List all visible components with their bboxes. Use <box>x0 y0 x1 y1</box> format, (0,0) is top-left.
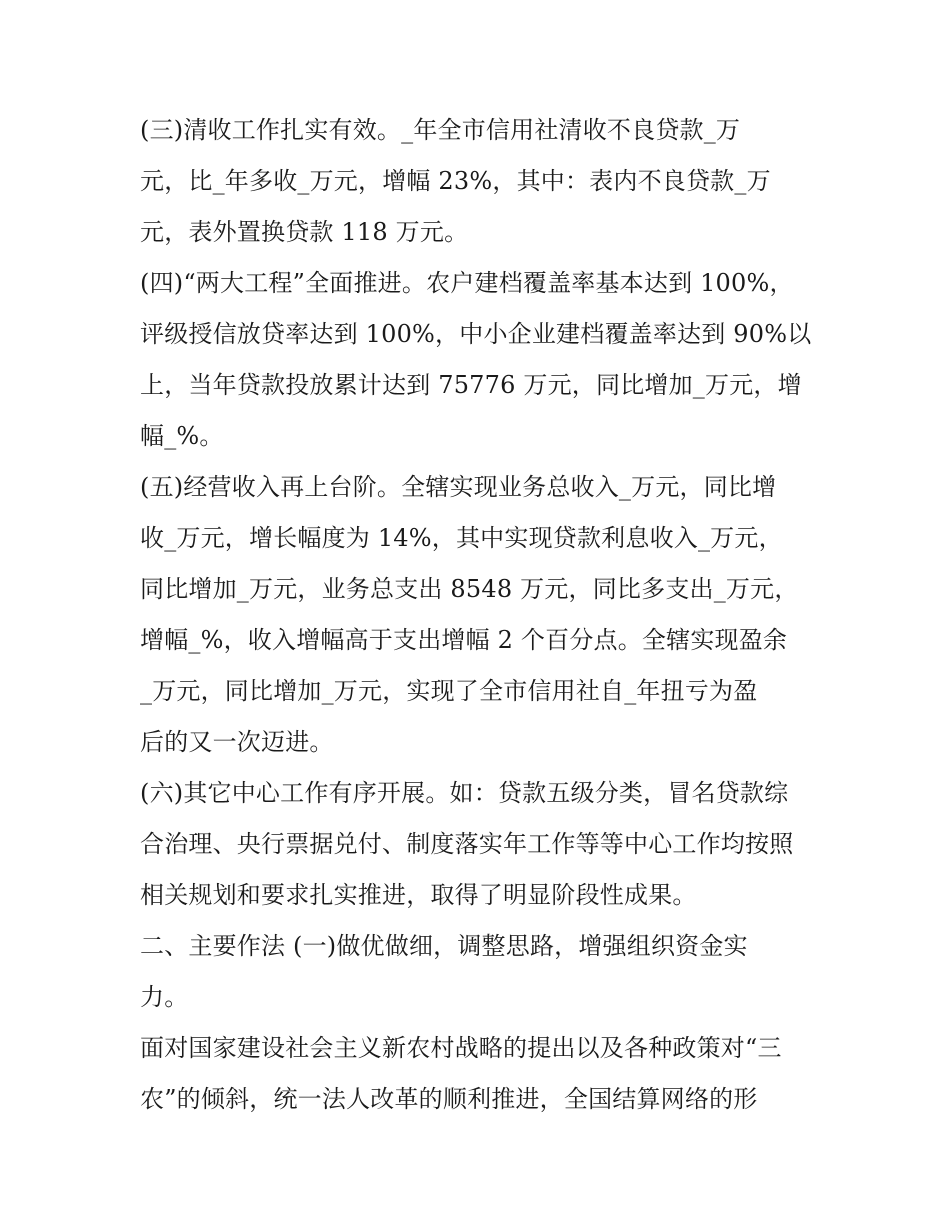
text-line: 合治理、央行票据兑付、制度落实年工作等等中心工作均按照 <box>140 830 794 858</box>
text-line: (四)“两大工程”全面推进。农户建档覆盖率基本达到 100%， <box>140 269 794 297</box>
text-line: 面对国家建设社会主义新农村战略的提出以及各种政策对“三 <box>140 1034 782 1062</box>
document-body <box>140 105 820 1125</box>
text-line: 增幅_%，收入增幅高于支出增幅 2 个百分点。全辖实现盈余 <box>140 626 788 654</box>
text-line: 元，比_年多收_万元，增幅 23%，其中：表内不良贷款_万 <box>140 167 771 195</box>
text-line: 幅_%。 <box>140 422 224 450</box>
text-line: 力。 <box>140 983 189 1011</box>
text-line: 上，当年贷款投放累计达到 75776 万元，同比增加_万元，增 <box>140 371 802 399</box>
text-line: (六)其它中心工作有序开展。如：贷款五级分类，冒名贷款综 <box>140 779 789 807</box>
text-line: 后的又一次迈进。 <box>140 728 334 756</box>
text-line: 农”的倾斜，统一法人改革的顺利推进，全国结算网络的形 <box>140 1085 758 1113</box>
text-line: 评级授信放贷率达到 100%，中小企业建档覆盖率达到 90%以 <box>140 320 812 348</box>
text-line: 二、主要作法 (一)做优做细，调整思路，增强组织资金实 <box>140 932 748 960</box>
text-line: _万元，同比增加_万元，实现了全市信用社自_年扭亏为盈 <box>140 677 758 705</box>
text-line: 相关规划和要求扎实推进，取得了明显阶段性成果。 <box>140 881 697 909</box>
text-line: 收_万元，增长幅度为 14%，其中实现贷款利息收入_万元， <box>140 524 783 552</box>
text-line: (五)经营收入再上台阶。全辖实现业务总收入_万元，同比增 <box>140 473 777 501</box>
text-line: 元，表外置换贷款 118 万元。 <box>140 218 469 246</box>
text-line: 同比增加_万元，业务总支出 8548 万元，同比多支出_万元， <box>140 575 799 603</box>
text-line: (三)清收工作扎实有效。_年全市信用社清收不良贷款_万 <box>140 116 741 144</box>
